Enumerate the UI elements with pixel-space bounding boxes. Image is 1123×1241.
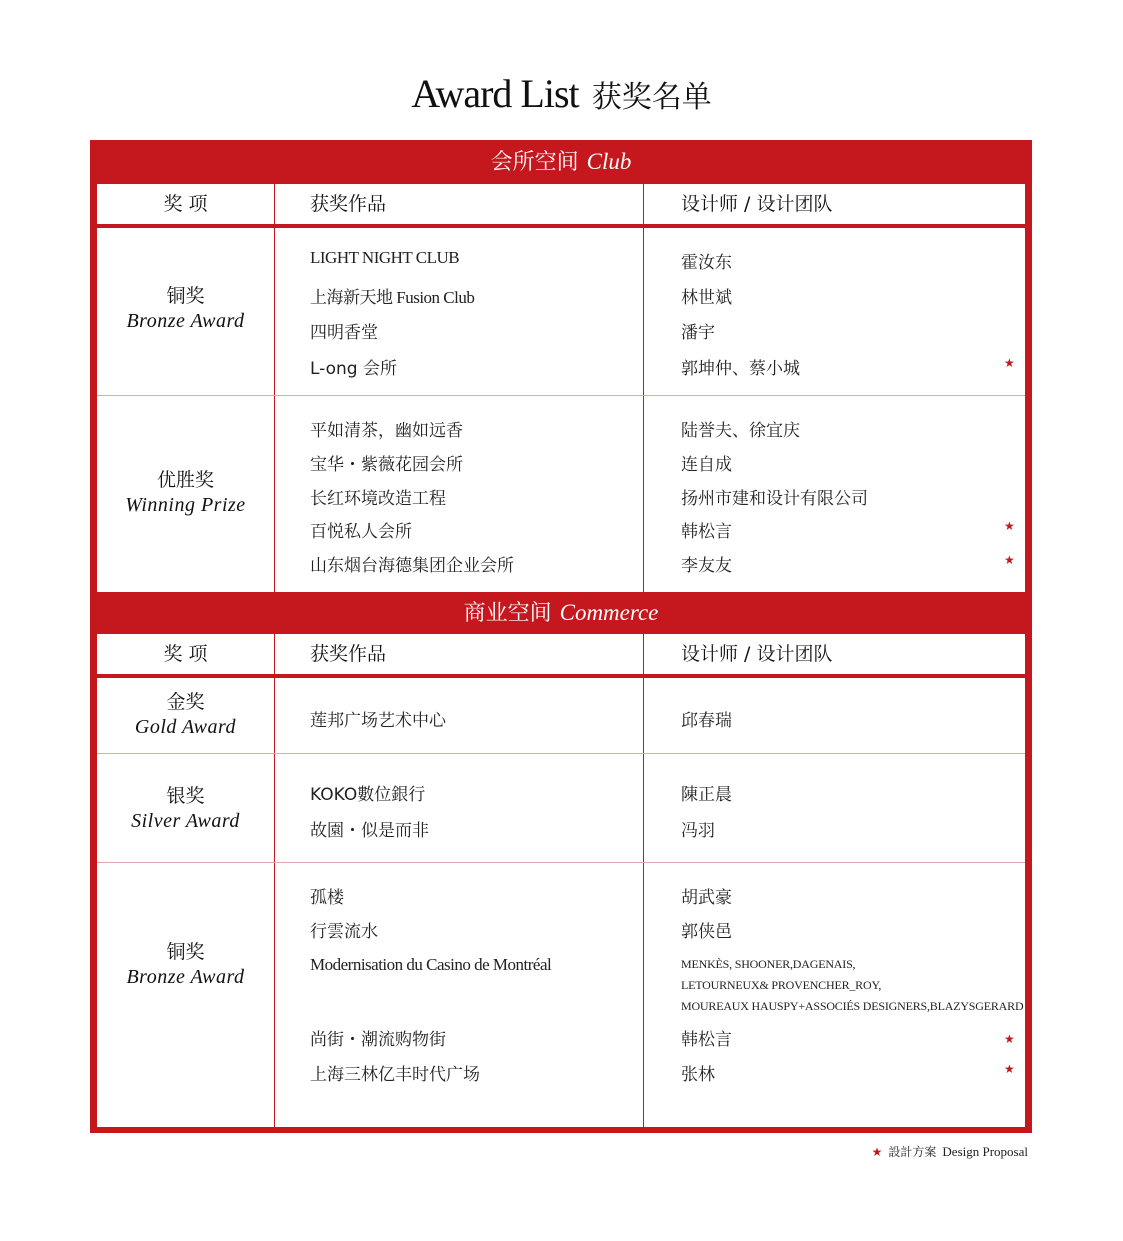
- award-name-zh: 铜奖: [166, 285, 205, 307]
- award-name-en: Bronze Award: [126, 310, 245, 332]
- design-proposal-star-icon: ★: [1004, 553, 1015, 567]
- work-title: 行雲流水: [310, 922, 378, 942]
- legend-en: Design Proposal: [942, 1144, 1028, 1159]
- header-designer: 设计师 / 设计团队: [681, 193, 833, 215]
- design-proposal-star-icon: ★: [1004, 1032, 1015, 1046]
- work-title: KOKO數位銀行: [310, 785, 426, 805]
- designer-name: 连自成: [681, 455, 732, 475]
- designer-name: 郭坤仲、蔡小城: [681, 359, 800, 379]
- designer-name: 郭侠邑: [681, 922, 732, 942]
- award-name-en: Gold Award: [134, 716, 237, 738]
- column-header-commerce: [97, 634, 1025, 674]
- section-commerce-en: Commerce: [559, 600, 659, 625]
- work-title: 山东烟台海德集团企业会所: [310, 556, 514, 576]
- work-title: 莲邦广场艺术中心: [310, 711, 446, 731]
- section-band-commerce: [90, 592, 1032, 634]
- work-title: 故園・似是而非: [310, 821, 429, 841]
- title-en: Award List: [411, 71, 579, 116]
- designer-name: 胡武豪: [681, 888, 732, 908]
- designer-name: 韩松言: [681, 1030, 732, 1050]
- designer-team-line: MENKÈS, SHOONER,DAGENAIS,: [681, 957, 856, 971]
- work-title: 上海三林亿丰时代广场: [310, 1065, 480, 1085]
- award-cell-commerce-bronze: [97, 940, 274, 990]
- column-header-club: [97, 184, 1025, 224]
- header-designer: 设计师 / 设计团队: [681, 643, 833, 665]
- work-title: 百悦私人会所: [310, 522, 412, 542]
- design-proposal-star-icon: ★: [1004, 356, 1015, 370]
- work-title: 宝华・紫薇花园会所: [310, 455, 463, 475]
- work-title: LIGHT NIGHT CLUB: [310, 248, 460, 267]
- award-name-en: Silver Award: [131, 810, 240, 832]
- header-award: 奖 项: [163, 643, 208, 665]
- work-title: 尚街・潮流购物街: [310, 1030, 446, 1050]
- section-club-en: Club: [586, 149, 632, 174]
- legend-zh: 設計方案: [888, 1145, 937, 1159]
- design-proposal-star-icon: ★: [1004, 519, 1015, 533]
- header-work: 获奖作品: [310, 643, 387, 665]
- award-cell-club-winning: [97, 468, 274, 518]
- title-zh: 获奖名单: [591, 80, 712, 115]
- work-title: Modernisation du Casino de Montréal: [310, 955, 552, 974]
- designer-name: 潘宇: [681, 323, 715, 343]
- designer-name: 扬州市建和设计有限公司: [681, 489, 868, 509]
- legend: [872, 1143, 1028, 1160]
- designer-team-line: LETOURNEUX& PROVENCHER_ROY,: [681, 978, 882, 992]
- designer-name: 邱春瑞: [681, 711, 732, 731]
- award-cell-commerce-silver: [97, 784, 274, 834]
- designer-team-line: MOUREAUX HAUSPY+ASSOCIÉS DESIGNERS,BLAZYSGERARD: [681, 999, 1024, 1013]
- award-cell-club-bronze: [97, 284, 274, 334]
- work-title: 长红环境改造工程: [310, 489, 446, 509]
- header-work: 获奖作品: [310, 193, 387, 215]
- header-award: 奖 项: [163, 193, 208, 215]
- section-band-club: [90, 140, 1032, 184]
- designer-name: 陆誉夫、徐宜庆: [681, 421, 800, 441]
- section-club-zh: 会所空间: [490, 150, 579, 175]
- legend-star-icon: ★: [871, 1145, 883, 1159]
- designer-name: 霍汝东: [681, 253, 732, 273]
- work-title: 孤楼: [310, 888, 344, 908]
- designer-name: 林世斌: [681, 288, 732, 308]
- award-name-zh: 金奖: [166, 691, 205, 713]
- award-name-en: Bronze Award: [126, 966, 245, 988]
- work-title: L-ong 会所: [310, 359, 397, 379]
- award-name-zh: 银奖: [166, 785, 205, 807]
- award-table: [90, 140, 1032, 1133]
- section-commerce-zh: 商业空间: [463, 601, 552, 626]
- club-body: [97, 228, 1025, 592]
- work-title: 四明香堂: [310, 323, 378, 343]
- designer-name: 冯羽: [681, 821, 715, 841]
- work-title: 平如清茶，幽如远香: [310, 421, 463, 441]
- designer-name: 李友友: [681, 556, 732, 576]
- page-title: [0, 70, 1123, 117]
- work-title: 上海新天地 Fusion Club: [310, 288, 475, 307]
- commerce-body: [97, 678, 1025, 1127]
- award-name-zh: 优胜奖: [156, 469, 214, 491]
- designer-name: 张林: [681, 1065, 715, 1085]
- award-name-en: Winning Prize: [125, 494, 246, 516]
- award-name-zh: 铜奖: [166, 941, 205, 963]
- designer-name: 韩松言: [681, 522, 732, 542]
- award-cell-commerce-gold: [97, 690, 274, 740]
- designer-name: 陳正晨: [681, 785, 732, 805]
- design-proposal-star-icon: ★: [1004, 1062, 1015, 1076]
